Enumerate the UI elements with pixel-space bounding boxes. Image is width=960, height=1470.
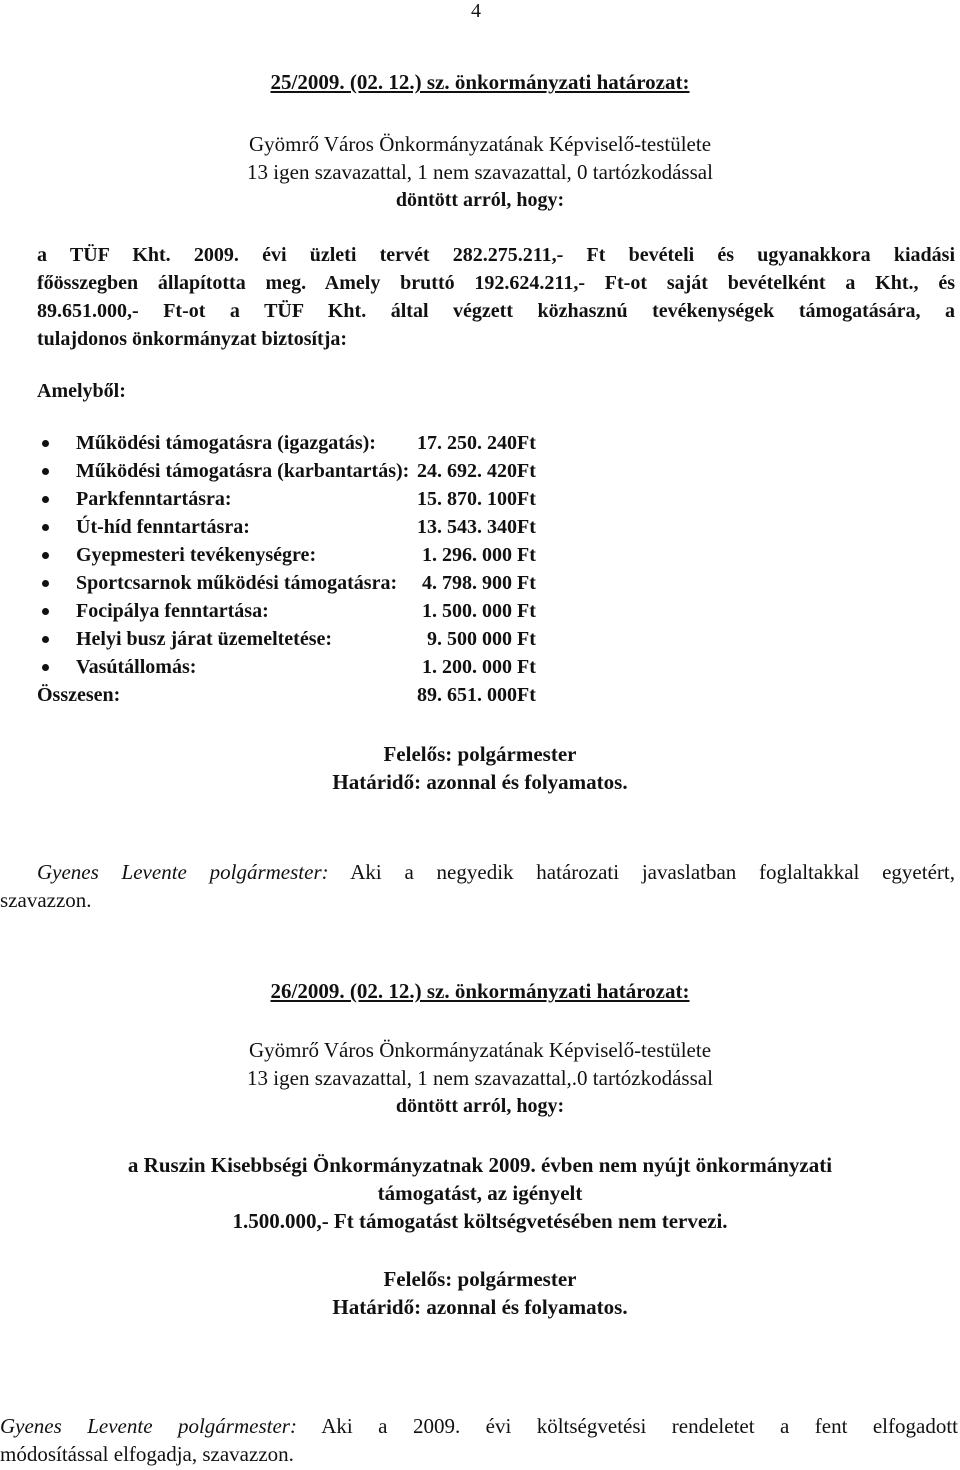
bullet-icon bbox=[42, 524, 49, 531]
item-unit: Ft bbox=[517, 544, 536, 566]
resolution-2-decision-line-3: 1.500.000,- Ft támogatást költségvetésében nem tervezi. bbox=[232, 1209, 728, 1233]
total-unit: Ft bbox=[517, 684, 536, 706]
resolution-1-responsible: Felelős: polgármester bbox=[383, 742, 577, 766]
item-amount: 1. 296. 000 bbox=[422, 544, 512, 566]
resolution-2-body-line-2: 13 igen szavazattal, 1 nem szavazattal,.0 tartózkodással bbox=[247, 1066, 713, 1090]
resolution-1-paragraph-line-2: főösszegben állapította meg. Amely bruttó 192.624.211,- Ft-ot saját bevételként a Kht., és bbox=[37, 272, 955, 294]
statement-2-line-1 bbox=[0, 1412, 958, 1440]
item-unit: Ft bbox=[517, 656, 536, 678]
resolution-1-body-line-2: 13 igen szavazattal, 1 nem szavazattal, 0 tartózkodással bbox=[247, 160, 713, 184]
resolution-1-heading: 25/2009. (02. 12.) sz. önkormányzati határozat: bbox=[270, 70, 690, 94]
total-amount: 89. 651. 000 bbox=[417, 684, 517, 706]
item-label: Út-híd fenntartásra: bbox=[76, 516, 250, 538]
item-unit: Ft bbox=[517, 488, 536, 510]
statement-2-text: Aki a 2009. évi költségvetési rendeletet a fent elfogadott bbox=[296, 1414, 958, 1438]
bullet-icon bbox=[42, 496, 49, 503]
item-label: Helyi busz járat üzemeltetése: bbox=[76, 628, 333, 650]
resolution-1-paragraph-line-3: 89.651.000,- Ft-ot a TÜF Kht. által végzett közhasznú tevékenységek támogatására, a bbox=[37, 300, 955, 322]
statement-1-line-2: szavazzon. bbox=[0, 888, 92, 912]
list-item bbox=[37, 513, 757, 541]
item-amount: 1. 200. 000 bbox=[422, 656, 512, 678]
bullet-icon bbox=[42, 552, 49, 559]
list-item bbox=[37, 541, 757, 569]
bullet-icon bbox=[42, 440, 49, 447]
item-label: Vasútállomás: bbox=[76, 656, 197, 678]
item-amount: 13. 543. 340 bbox=[417, 516, 517, 538]
bullet-icon bbox=[42, 468, 49, 475]
statement-1-speaker: Gyenes Levente polgármester: bbox=[37, 860, 329, 884]
item-amount: 1. 500. 000 bbox=[422, 600, 512, 622]
item-unit: Ft bbox=[517, 600, 536, 622]
resolution-2-responsible: Felelős: polgármester bbox=[383, 1267, 577, 1291]
list-item bbox=[37, 597, 757, 625]
resolution-2-decision-line-2: támogatást, az igényelt bbox=[377, 1181, 583, 1205]
statement-1-text: Aki a negyedik határozati javaslatban foglaltakkal egyetért, bbox=[328, 860, 955, 884]
statement-1-line-1 bbox=[37, 858, 955, 886]
amelybol-label: Amelyből: bbox=[37, 380, 126, 402]
list-item bbox=[37, 569, 757, 597]
list-item bbox=[37, 457, 757, 485]
bullet-icon bbox=[42, 608, 49, 615]
resolution-1-body-line-3: döntött arról, hogy: bbox=[395, 189, 565, 211]
item-amount: 24. 692. 420 bbox=[417, 460, 517, 482]
total-row bbox=[37, 681, 757, 709]
resolution-2-decision-line-1: a Ruszin Kisebbségi Önkormányzatnak 2009. évben nem nyújt önkormányzati bbox=[127, 1153, 833, 1177]
resolution-1-paragraph-line-4: tulajdonos önkormányzat biztosítja: bbox=[37, 328, 348, 350]
item-label: Működési támogatásra (karbantartás): bbox=[76, 460, 410, 482]
list-item bbox=[37, 429, 757, 457]
item-amount: 17. 250. 240 bbox=[417, 432, 517, 454]
item-unit: Ft bbox=[517, 516, 536, 538]
item-unit: Ft bbox=[517, 460, 536, 482]
item-amount: 15. 870. 100 bbox=[417, 488, 517, 510]
resolution-1-body-line-1: Gyömrő Város Önkormányzatának Képviselő-testülete bbox=[248, 132, 712, 156]
total-label: Összesen: bbox=[37, 684, 121, 706]
item-label: Parkfenntartásra: bbox=[76, 488, 232, 510]
bullet-icon bbox=[42, 664, 49, 671]
item-unit: Ft bbox=[517, 628, 536, 650]
resolution-2-deadline: Határidő: azonnal és folyamatos. bbox=[332, 1295, 628, 1319]
item-amount: 9. 500 000 bbox=[427, 628, 512, 650]
resolution-2-body-line-3: döntött arról, hogy: bbox=[395, 1095, 565, 1117]
item-label: Sportcsarnok működési támogatásra: bbox=[76, 572, 398, 594]
item-label: Focipálya fenntartása: bbox=[76, 600, 269, 622]
item-unit: Ft bbox=[517, 572, 536, 594]
page-number: 4 bbox=[471, 0, 481, 22]
bullet-icon bbox=[42, 580, 49, 587]
item-label: Gyepmesteri tevékenységre: bbox=[76, 544, 317, 566]
list-item bbox=[37, 653, 757, 681]
resolution-2-body-line-1: Gyömrő Város Önkormányzatának Képviselő-testülete bbox=[248, 1038, 712, 1062]
list-item bbox=[37, 625, 757, 653]
statement-2-line-2: módosítással elfogadja, szavazzon. bbox=[0, 1442, 294, 1466]
item-unit: Ft bbox=[517, 432, 536, 454]
bullet-icon bbox=[42, 636, 49, 643]
resolution-1-deadline: Határidő: azonnal és folyamatos. bbox=[332, 770, 628, 794]
resolution-2-heading: 26/2009. (02. 12.) sz. önkormányzati határozat: bbox=[270, 979, 690, 1003]
list-item bbox=[37, 485, 757, 513]
item-amount: 4. 798. 900 bbox=[422, 572, 512, 594]
item-label: Működési támogatásra (igazgatás): bbox=[76, 432, 376, 454]
statement-2-speaker: Gyenes Levente polgármester: bbox=[0, 1414, 297, 1438]
resolution-1-paragraph-line-1: a TÜF Kht. 2009. évi üzleti tervét 282.275.211,- Ft bevételi és ugyanakkora kiadási bbox=[37, 244, 955, 266]
